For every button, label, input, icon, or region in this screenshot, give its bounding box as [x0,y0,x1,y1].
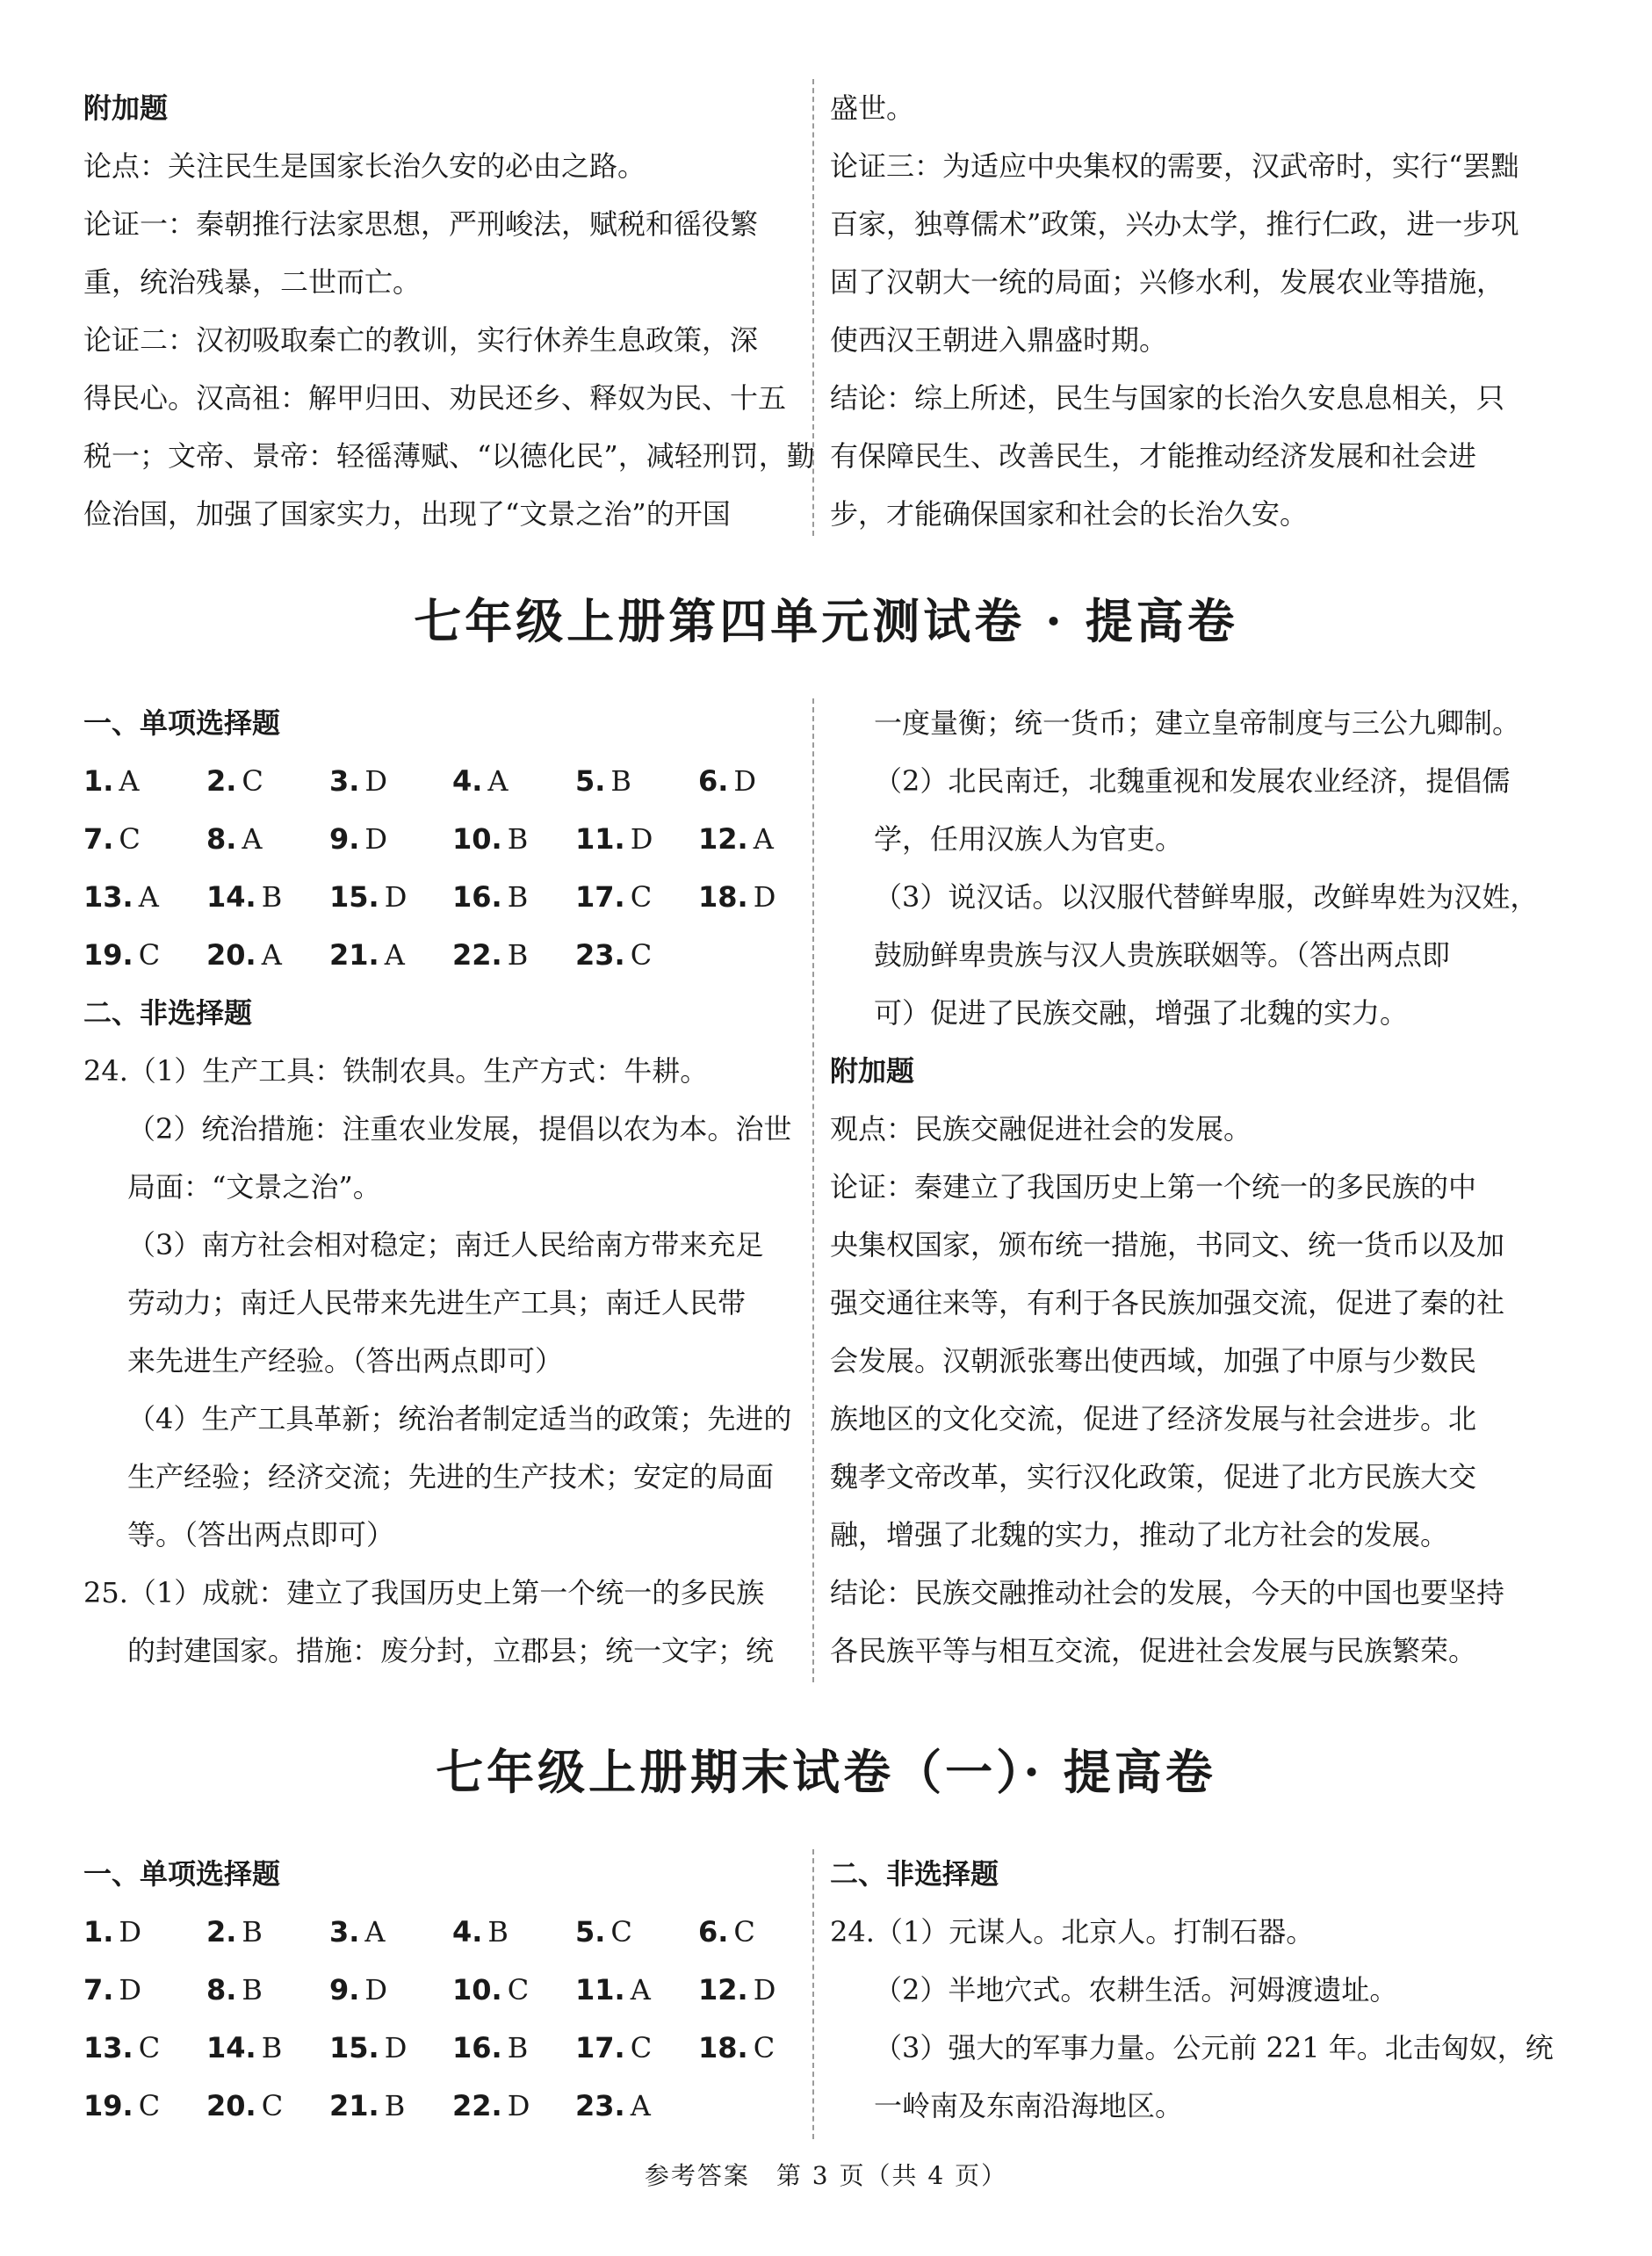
answer-item [575,926,698,984]
question-number: 2. [206,764,237,798]
question-number: 11. [575,822,625,856]
answer-letter: C [733,1915,755,1949]
text-line: 鼓励鲜卑贵族与汉人贵族联姻等。（答出两点即 [874,938,1451,972]
answer-letter: C [138,938,161,972]
answer-letter: D [753,880,776,914]
answer-item [698,810,821,868]
answer-letter: D [119,1915,142,1949]
answer-letter: D [384,2031,408,2064]
answer-letter: A [384,938,405,972]
text-line: 强交通往来等，有利于各民族加强交流，促进了秦的社 [830,1286,1505,1320]
question-number: 9. [329,1973,360,2007]
section-title-unit-4-test: 七年级上册第四单元测试卷 · 提高卷 [414,593,1238,649]
answer-item [698,2019,821,2077]
answer-letter: C [610,1915,632,1949]
text-line: 学，任用汉族人为官吏。 [874,822,1184,856]
answer-item [698,1961,821,2019]
answer-letter: C [119,822,141,856]
question-number: 10. [452,822,502,856]
column-divider [812,1849,814,2139]
answer-item [206,2019,329,2077]
answer-item [575,1903,698,1961]
question-number: 7. [83,1973,114,2007]
question-number: 22. [452,2089,502,2122]
answer-letter: A [242,822,263,856]
answer-item [575,810,698,868]
answer-letter: B [610,764,631,798]
text-line: 各民族平等与相互交流，促进社会发展与民族繁荣。 [830,1634,1477,1667]
question-number: 21. [329,938,379,972]
question-number: 18. [698,880,748,914]
answer-item [83,810,206,868]
answer-letter: C [630,2031,653,2064]
answer-item [452,2077,575,2135]
text-line: 论证二：汉初吸取秦亡的教训，实行休养生息政策，深 [83,323,759,357]
answer-item [698,868,821,926]
text-line: 24.（1）元谋人。北京人。打制石器。 [830,1915,1315,1949]
answer-item [329,752,452,810]
answer-letter: D [119,1973,142,2007]
question-number: 4. [452,764,483,798]
answer-item [83,2077,206,2135]
appendix-heading: 附加题 [83,91,169,125]
text-line: （3）强大的军事力量。公元前 221 年。北击匈奴，统 [874,2031,1554,2064]
answer-letter: C [261,2089,284,2122]
text-line: 重，统治残暴，二世而亡。 [83,265,422,299]
text-line: （2）半地穴式。农耕生活。河姆渡遗址。 [874,1973,1398,2007]
answer-item [83,926,206,984]
answer-item [329,1903,452,1961]
answer-letter: B [507,822,529,856]
s2-non-choice-heading: 二、非选择题 [830,1857,999,1891]
text-line: 论点：关注民生是国家长治久安的必由之路。 [83,149,646,183]
question-number: 16. [452,880,502,914]
text-line: 融，增强了北魏的实力，推动了北方社会的发展。 [830,1518,1449,1551]
question-number: 8. [206,822,237,856]
answer-item [575,1961,698,2019]
answer-letter: A [753,822,774,856]
answer-item [698,752,821,810]
answer-letter: A [487,764,509,798]
answer-letter: A [138,880,159,914]
answer-item [575,868,698,926]
s2-left-column [83,1845,804,2135]
question-number: 13. [83,2031,133,2064]
question-number: 16. [452,2031,502,2064]
answer-letter: C [138,2031,161,2064]
answer-item [83,1903,206,1961]
question-number: 17. [575,2031,625,2064]
answer-letter: B [507,938,529,972]
answer-letter: B [507,2031,529,2064]
text-line: 25.（1）成就：建立了我国历史上第一个统一的多民族 [83,1576,765,1609]
s2-answer-grid [83,1903,804,2135]
answer-item [452,868,575,926]
answer-letter: B [507,880,529,914]
question-number: 12. [698,822,748,856]
text-line: 会发展。汉朝派张骞出使西域，加强了中原与少数民 [830,1344,1477,1377]
text-line: 一岭南及东南沿海地区。 [874,2089,1184,2122]
text-line: （2）统治措施：注重农业发展，提倡以农为本。治世 [127,1112,792,1146]
question-number: 22. [452,938,502,972]
text-line: （2）北民南迁，北魏重视和发展农业经济，提倡儒 [874,764,1511,798]
answer-letter: C [242,764,263,798]
answer-item [329,2019,452,2077]
question-number: 9. [329,822,360,856]
question-number: 5. [575,764,606,798]
answer-letter: D [364,822,388,856]
answer-letter: D [364,1973,388,2007]
answer-item [329,926,452,984]
question-number: 8. [206,1973,237,2007]
answer-item [452,926,575,984]
question-number: 20. [206,938,256,972]
answer-letter: C [630,880,653,914]
answer-item [575,2077,698,2135]
answer-letter: B [261,880,283,914]
text-line: 结论：综上所述，民生与国家的长治久安息息相关，只 [830,381,1505,415]
question-number: 15. [329,880,379,914]
question-number: 21. [329,2089,379,2122]
answer-item [83,868,206,926]
answer-letter: A [630,1973,651,2007]
text-line: 有保障民生、改善民生，才能推动经济发展和社会进 [830,439,1477,473]
answer-letter: D [753,1973,776,2007]
text-line: 百家，独尊儒术”政策，兴办太学，推行仁政，进一步巩 [830,207,1519,241]
answer-letter: D [733,764,757,798]
question-number: 15. [329,2031,379,2064]
s1-answer-grid [83,752,804,984]
question-number: 3. [329,1915,360,1949]
answer-letter: D [364,764,388,798]
answer-item [83,1961,206,2019]
question-number: 17. [575,880,625,914]
answer-item [206,752,329,810]
answer-letter: D [384,880,408,914]
s1-right-column [830,694,1568,1680]
answer-letter: B [487,1915,509,1949]
text-line: 论证：秦建立了我国历史上第一个统一的多民族的中 [830,1170,1477,1204]
answer-letter: B [261,2031,283,2064]
question-number: 2. [206,1915,237,1949]
answer-letter: A [119,764,140,798]
answer-item [575,752,698,810]
question-number: 12. [698,1973,748,2007]
answer-item [452,1961,575,2019]
question-number: 3. [329,764,360,798]
answer-letter: C [753,2031,776,2064]
answer-item [452,1903,575,1961]
text-line: （4）生产工具革新；统治者制定适当的政策；先进的 [127,1402,792,1435]
text-line: 税一；文帝、景帝：轻徭薄赋、“以德化民”，减轻刑罚，勤 [83,439,815,473]
answer-item [452,752,575,810]
answer-letter: D [630,822,653,856]
answer-item [206,868,329,926]
text-line: 族地区的文化交流，促进了经济发展与社会进步。北 [830,1402,1477,1435]
question-number: 1. [83,1915,114,1949]
answer-item [206,1903,329,1961]
question-number: 19. [83,938,133,972]
question-number: 14. [206,2031,256,2064]
answer-letter: C [507,1973,530,2007]
question-number: 20. [206,2089,256,2122]
text-line: 俭治国，加强了国家实力，出现了“文景之治”的开国 [83,497,731,531]
answer-item [329,868,452,926]
answer-letter: D [507,2089,530,2122]
s1-multiple-choice-heading: 一、单项选择题 [83,706,281,740]
text-line: （3）说汉话。以汉服代替鲜卑服，改鲜卑姓为汉姓， [874,880,1539,914]
question-number: 1. [83,764,114,798]
question-number: 5. [575,1915,606,1949]
s2-multiple-choice-heading: 一、单项选择题 [83,1857,281,1891]
s1-left-column [83,694,804,1680]
answer-item [83,2019,206,2077]
answer-letter: C [630,938,653,972]
question-number: 7. [83,822,114,856]
text-line: 的封建国家。措施：废分封，立郡县；统一文字；统 [127,1634,775,1667]
text-line: 论证一：秦朝推行法家思想，严刑峻法，赋税和徭役繁 [83,207,759,241]
text-line: 盛世。 [830,91,915,125]
text-line: 魏孝文帝改革，实行汉化政策，促进了北方民族大交 [830,1460,1477,1493]
text-line: 观点：民族交融促进社会的发展。 [830,1112,1252,1146]
answer-item [206,926,329,984]
answer-item [452,810,575,868]
text-line: 生产经验；经济交流；先进的生产技术；安定的局面 [127,1460,775,1493]
answer-letter: A [261,938,282,972]
question-number: 14. [206,880,256,914]
question-number: 6. [698,1915,729,1949]
answer-item [206,1961,329,2019]
s2-right-column [830,1845,1568,2135]
top-left-column [83,79,815,543]
text-line: 来先进生产经验。（答出两点即可） [127,1344,564,1377]
question-number: 10. [452,1973,502,2007]
answer-letter: B [384,2089,406,2122]
question-number: 11. [575,1973,625,2007]
answer-letter: A [364,1915,386,1949]
question-number: 23. [575,938,625,972]
text-line: 固了汉朝大一统的局面；兴修水利，发展农业等措施， [830,265,1505,299]
s1-non-choice-heading: 二、非选择题 [83,996,253,1030]
question-number: 18. [698,2031,748,2064]
question-number: 23. [575,2089,625,2122]
text-line: 央集权国家，颁布统一措施，书同文、统一货币以及加 [830,1228,1505,1262]
answer-letter: B [242,1915,263,1949]
answer-letter: A [630,2089,651,2122]
answer-item [575,2019,698,2077]
text-line: 局面：“文景之治”。 [127,1170,381,1204]
answer-item [83,752,206,810]
text-line: 步，才能确保国家和社会的长治久安。 [830,497,1309,531]
answer-item [329,1961,452,2019]
text-line: 劳动力；南迁人民带来先进生产工具；南迁人民带 [127,1286,747,1320]
answer-item [329,810,452,868]
answer-item [452,2019,575,2077]
text-line: 结论：民族交融推动社会的发展，今天的中国也要坚持 [830,1576,1505,1609]
column-divider [812,79,814,536]
answer-item [206,810,329,868]
answer-letter: C [138,2089,161,2122]
text-line: 24.（1）生产工具：铁制农具。生产方式：牛耕。 [83,1054,709,1088]
text-line: 论证三：为适应中央集权的需要，汉武帝时，实行“罢黜 [830,149,1519,183]
appendix-heading: 附加题 [830,1054,915,1088]
answer-item [206,2077,329,2135]
text-line: 一度量衡；统一货币；建立皇帝制度与三公九卿制。 [874,706,1521,740]
text-line: 使西汉王朝进入鼎盛时期。 [830,323,1168,357]
answer-item [329,2077,452,2135]
question-number: 19. [83,2089,133,2122]
answer-item [698,1903,821,1961]
text-line: 得民心。汉高祖：解甲归田、劝民还乡、释奴为民、十五 [83,381,787,415]
question-number: 13. [83,880,133,914]
answer-letter: B [242,1973,263,2007]
text-line: 等。（答出两点即可） [127,1518,395,1551]
text-line: （3）南方社会相对稳定；南迁人民给南方带来充足 [127,1228,764,1262]
section-title-final-exam-1: 七年级上册期末试卷（一）· 提高卷 [436,1744,1216,1800]
question-number: 6. [698,764,729,798]
text-line: 可）促进了民族交融，增强了北魏的实力。 [874,996,1409,1030]
column-divider [812,698,814,1682]
question-number: 4. [452,1915,483,1949]
top-right-column [830,79,1568,543]
page-footer: 参考答案 第 3 页（共 4 页） [644,2161,1008,2190]
